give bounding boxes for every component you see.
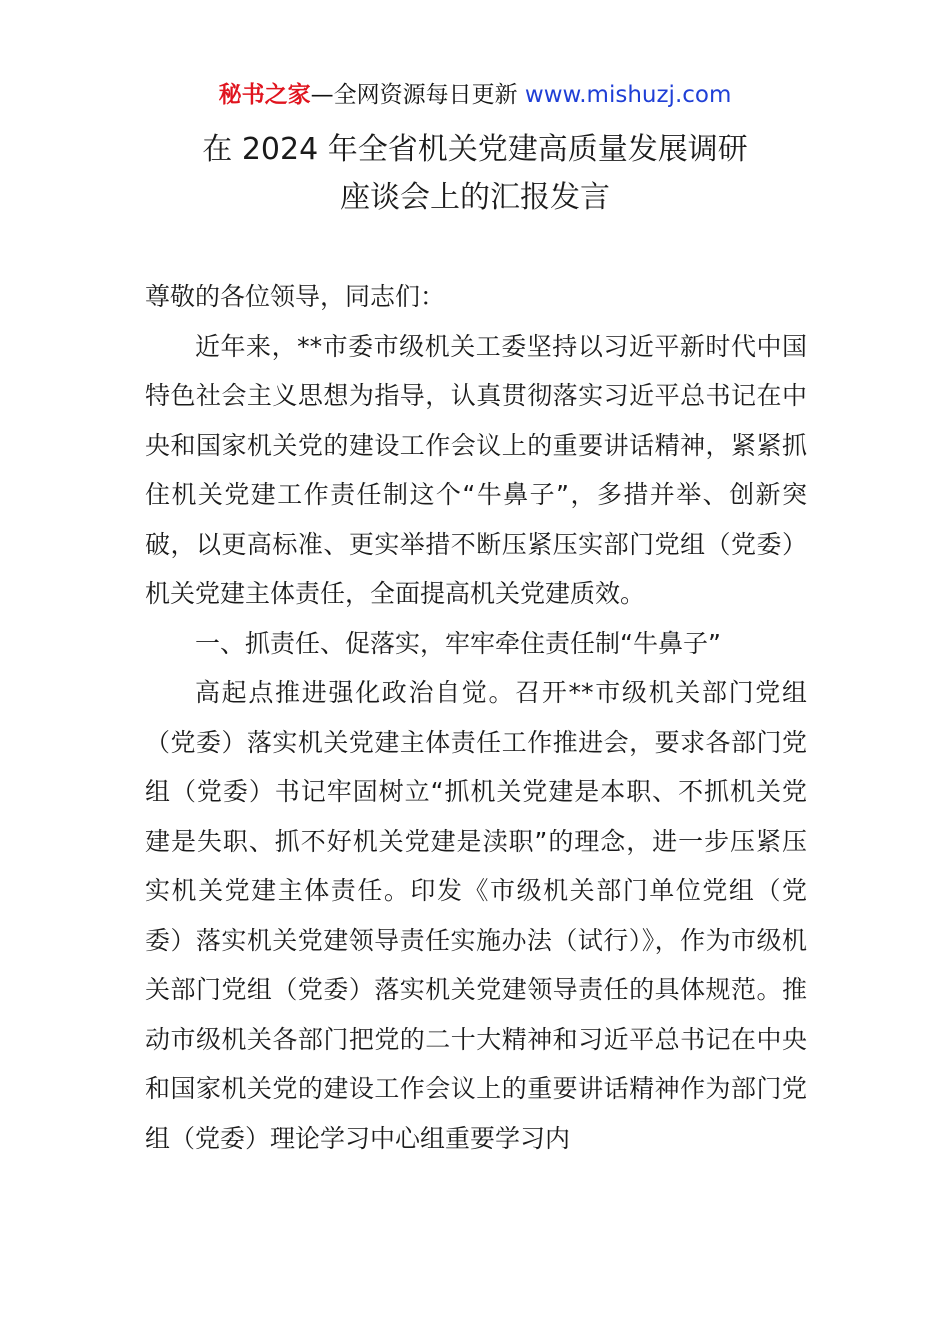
section-heading: 一、抓责任、促落实，牢牢牵住责任制“牛鼻子” bbox=[195, 628, 721, 658]
document-title bbox=[0, 126, 950, 222]
header-tagline: —全网资源每日更新 bbox=[310, 82, 525, 108]
site-header bbox=[0, 78, 950, 112]
brand-name: 秘书之家 bbox=[218, 82, 311, 108]
section-paragraph: 高起点推进强化政治自觉。召开**市级机关部门党组（党委）落实机关党建主体责任工作推进会，要求各部门党组（党委）书记牢固树立“抓机关党建是本职、不抓机关党建是失职、抓不好机关党建是渎职”的理念，进一步压紧压实机关党建主体责任。印发《市级机关部门单位党组（党委）落实机关党建领导责任实施办法（试行）》，作为市级机关部门党组（党委）落实机关党建领导责任的具体规范。推动市级机关各部门把党的二十大精神和习近平总书记在中央和国家机关党的建设工作会议上的重要讲话精神作为部门党组（党委）理论学习中心组重要学习内 bbox=[145, 678, 807, 1153]
intro-paragraph: 近年来，**市委市级机关工委坚持以习近平新时代中国特色社会主义思想为指导，认真贯彻落实习近平总书记在中央和国家机关党的建设工作会议上的重要讲话精神，紧紧抓住机关党建工作责任制这个“牛鼻子”，多措并举、创新突破，以更高标准、更实举措不断压紧压实部门党组（党委）机关党建主体责任，全面提高机关党建质效。 bbox=[145, 331, 807, 608]
document-body bbox=[145, 272, 807, 1163]
title-line-2: 座谈会上的汇报发言 bbox=[340, 180, 610, 215]
title-line-1: 在 2024 年全省机关党建高质量发展调研 bbox=[202, 132, 748, 167]
site-url-link[interactable]: www.mishuzj.com bbox=[524, 82, 732, 108]
salutation: 尊敬的各位领导，同志们： bbox=[145, 282, 446, 311]
